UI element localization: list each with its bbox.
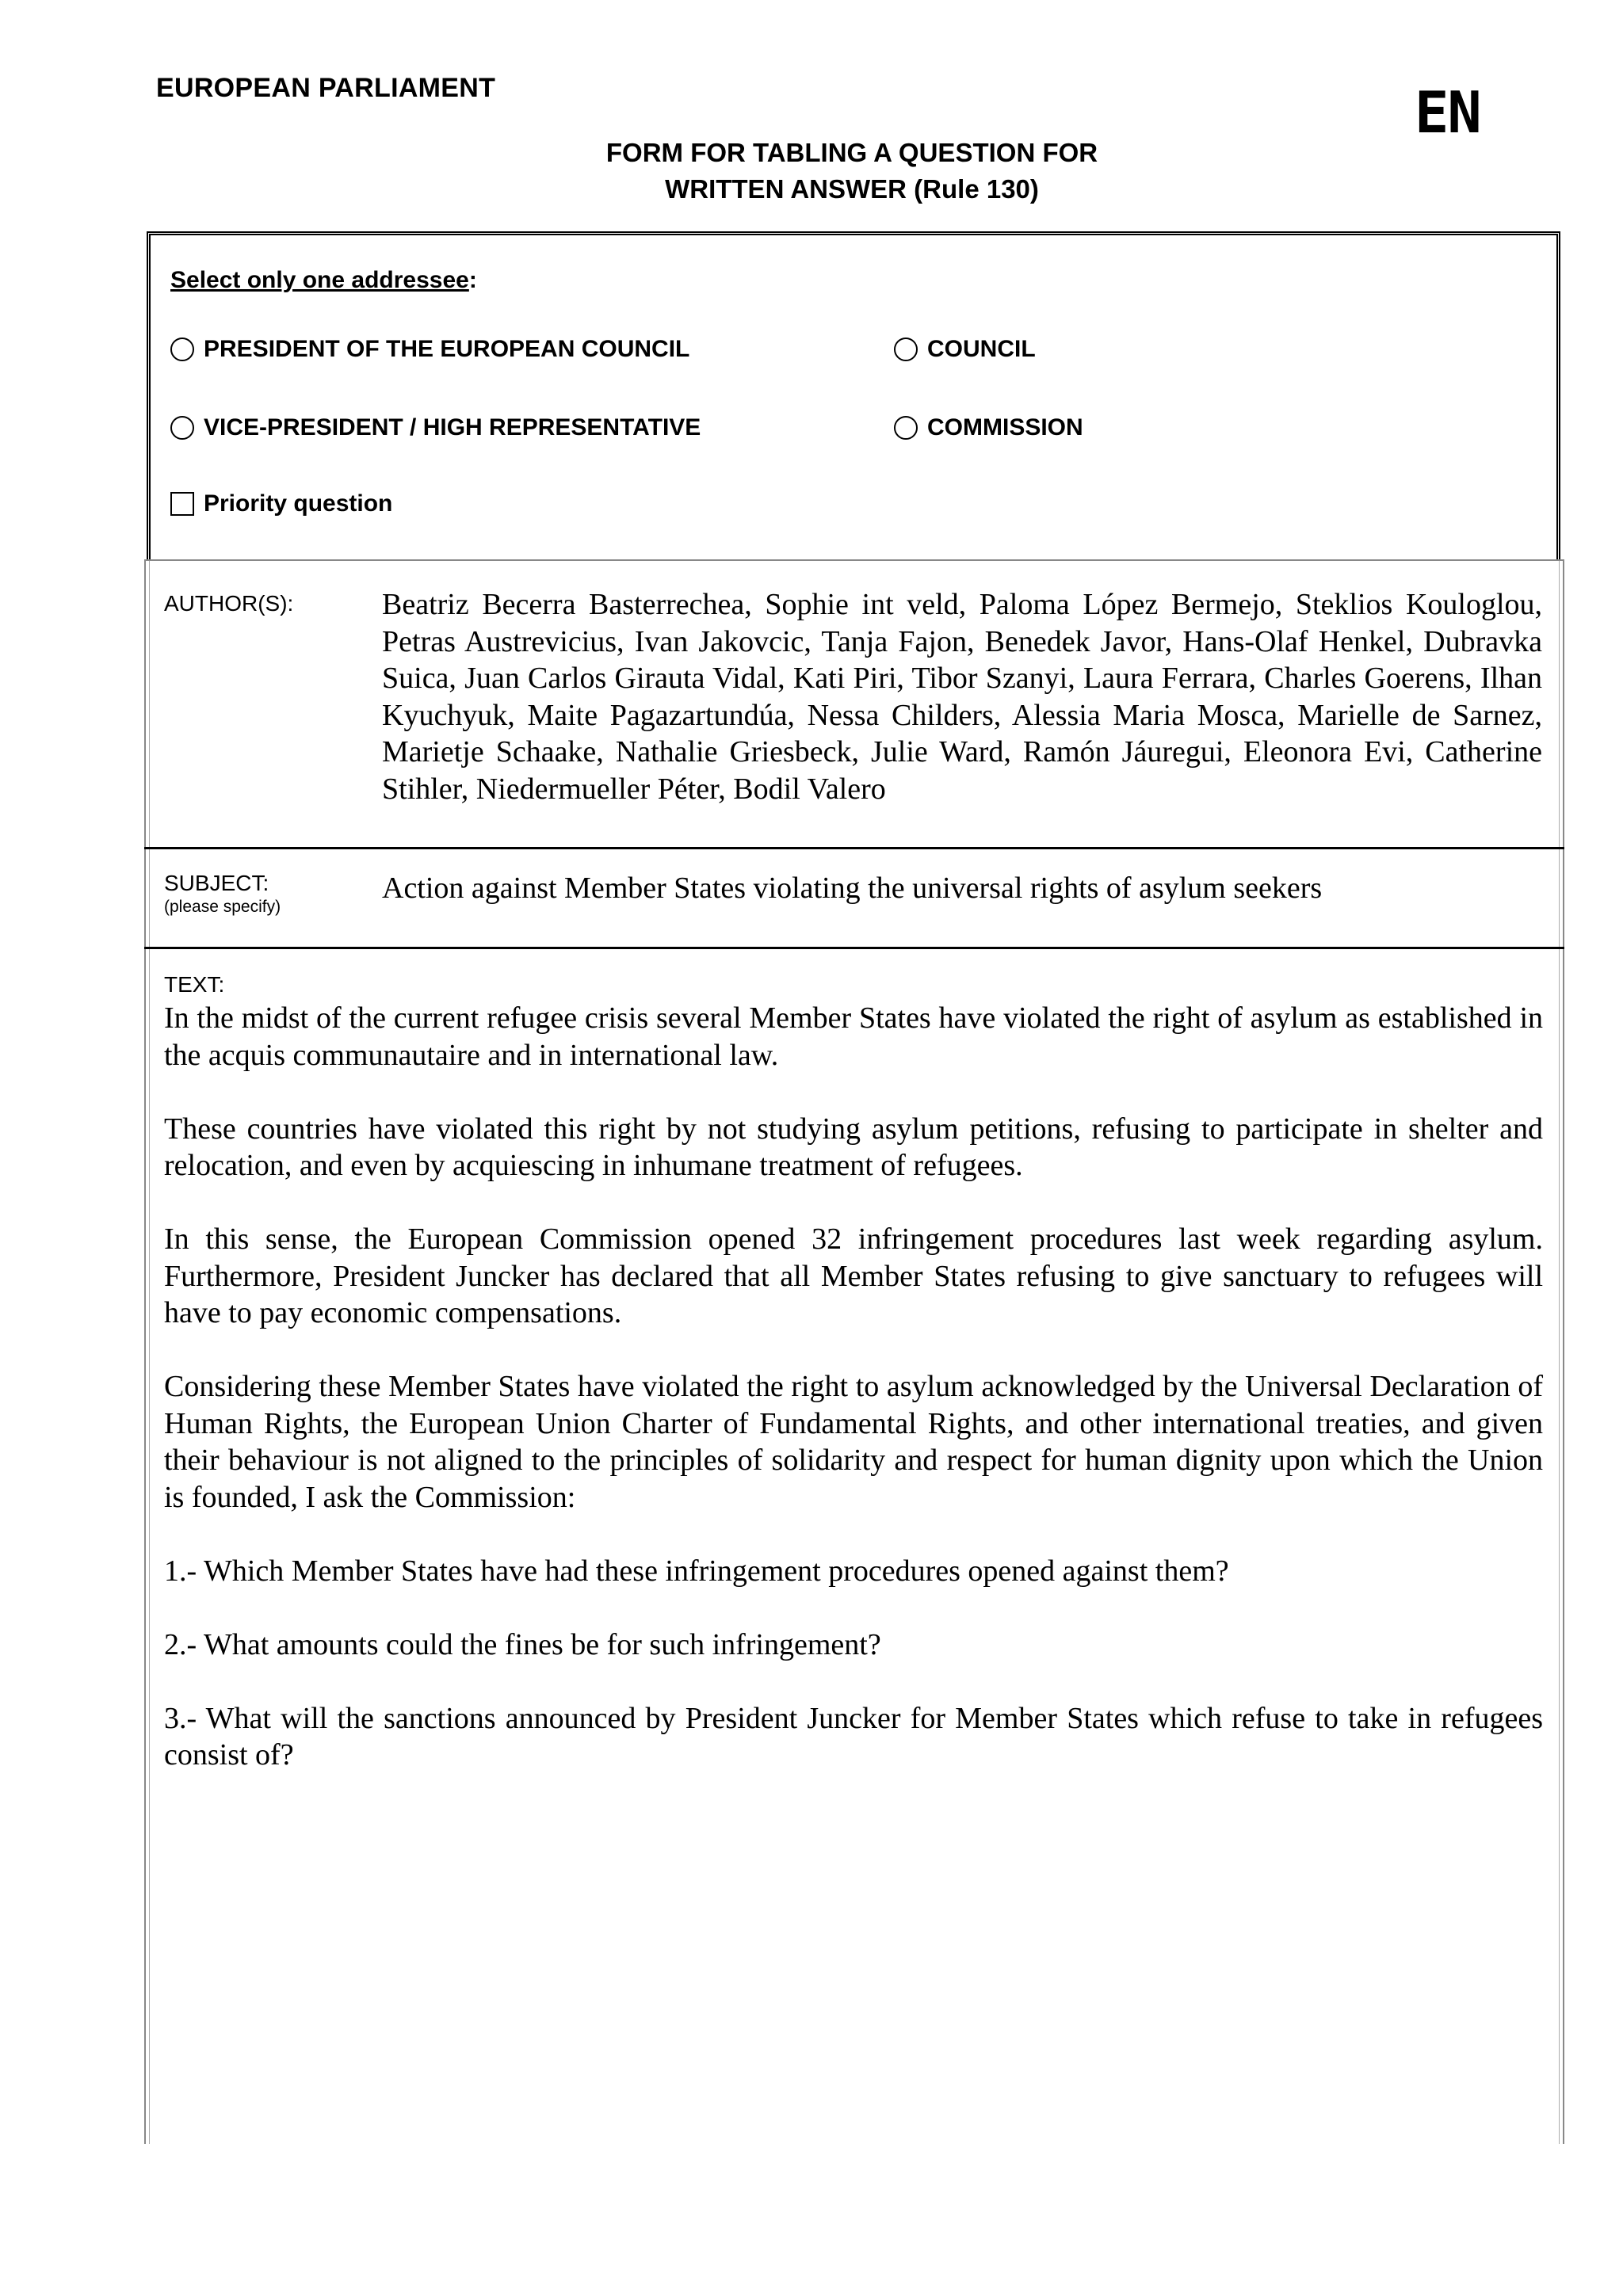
form-title-line1: FORM FOR TABLING A QUESTION FOR [605,138,1098,167]
option-label: PRESIDENT OF THE EUROPEAN COUNCIL [204,336,690,362]
subject-sublabel: (please specify) [164,898,281,916]
addressee-instruction-colon: : [468,267,477,293]
language-code: EN [1415,79,1480,146]
divider [144,947,1564,949]
authors-field[interactable]: Beatriz Becerra Basterrechea, Sophie int veld, Paloma López Bermejo, Steklios Kouloglou, Petras Austrevicius, Ivan Jakovcic, Tanja Fajon, Benedek Javor, Hans-Olaf Henkel, Dubravka Suica, Juan Carlos Girauta Vidal, Kati Piri, Tibor Szanyi, Laura Ferrara, Charles Goerens, Ilhan Kyuchyuk, Maite Pagazartundúa, Nessa Childers, Alessia Maria Mosca, Marielle de Sarnez, Marietje Schaake, Nathalie Griesbeck, Julie Ward, Ramón Jáuregui, Eleonora Evi, Catherine Stihler, Niedermueller Péter, Bodil Valero [382,588,1542,806]
priority-question-option[interactable] [170,490,392,517]
priority-question-label: Priority question [204,490,393,517]
addressee-instruction-text: Select only one addressee [170,267,469,293]
option-label: VICE-PRESIDENT / HIGH REPRESENTATIVE [204,414,701,441]
option-label: COMMISSION [927,414,1083,441]
text-paragraph: Considering these Member States have violated the right to asylum acknowledged by the Universal Declaration of Human Rights, the European Union Charter of Fundamental Rights, and other international treaties, and given their behaviour is not aligned to the principles of solidarity and respect for human dignity upon which the Union is founded, I ask the Commission: [164,1370,1543,1514]
authors-label: AUTHOR(S): [164,591,294,616]
form-title-line2: WRITTEN ANSWER (Rule 130) [665,174,1039,204]
radio-button-icon[interactable] [894,338,918,361]
divider [144,847,1564,849]
radio-button-icon[interactable] [170,416,194,440]
text-paragraph: In the midst of the current refugee crisis several Member States have violated the right of asylum as established in the acquis communautaire and in international law. [164,1001,1543,1072]
subject-field[interactable]: Action against Member States violating the universal rights of asylum seekers [382,871,1323,905]
option-commission[interactable] [894,414,1083,441]
text-paragraph: 1.- Which Member States have had these infringement procedures opened against them? [164,1554,1229,1588]
form-title [475,135,1228,208]
text-paragraph: In this sense, the European Commission opened 32 infringement procedures last week regarding asylum. Furthermore, President Juncker has declared that all Member States refusing to give sanctuary to refugees will have to pay economic compensations. [164,1222,1543,1329]
text-paragraph: 2.- What amounts could the fines be for such infringement? [164,1627,881,1661]
option-president-european-council[interactable] [170,336,689,363]
option-vice-president[interactable] [170,414,701,441]
option-council[interactable] [894,336,1036,363]
text-paragraph: 3.- What will the sanctions announced by President Juncker for Member States which refuse to take in refugees consist of? [164,1701,1543,1772]
text-label: TEXT: [164,972,225,997]
radio-button-icon[interactable] [894,416,918,440]
subject-label: SUBJECT: [164,871,269,895]
addressee-instruction [170,267,477,294]
checkbox-icon[interactable] [170,492,194,516]
question-text-field[interactable] [164,1000,1543,1810]
option-label: COUNCIL [927,336,1036,362]
radio-button-icon[interactable] [170,338,194,361]
text-paragraph: These countries have violated this right by not studying asylum petitions, refusing to participate in shelter and relocation, and even by acquiescing in inhumane treatment of refugees. [164,1112,1543,1182]
organization-name: EUROPEAN PARLIAMENT [156,73,496,103]
